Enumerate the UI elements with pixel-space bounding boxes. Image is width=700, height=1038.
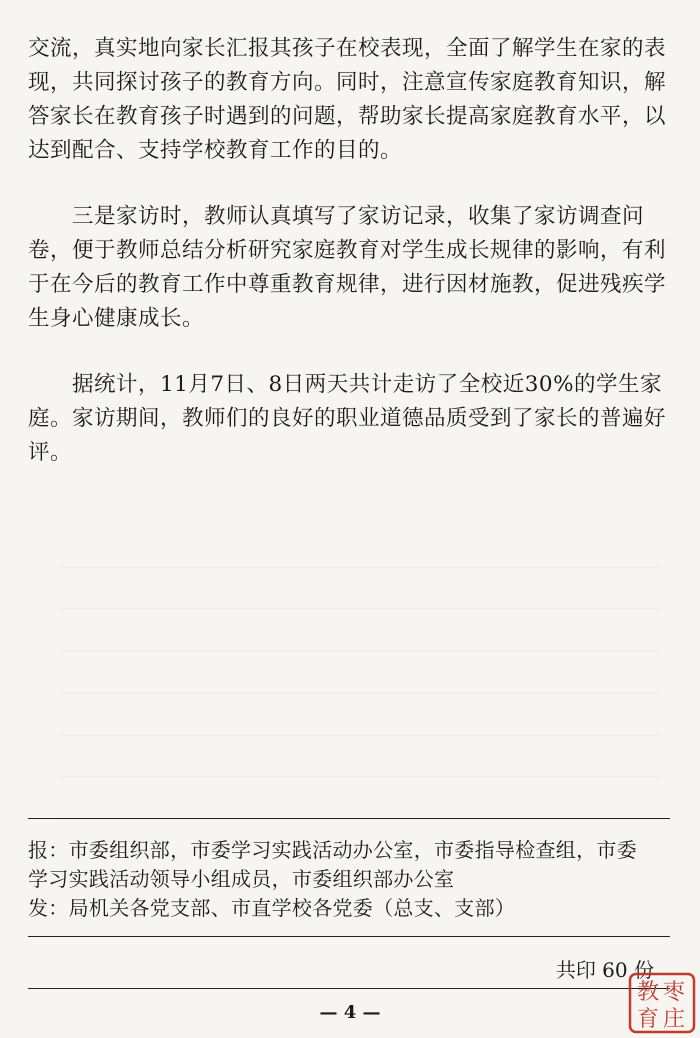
bleed-through-texture	[60, 560, 660, 820]
paragraph-2: 三是家访时，教师认真填写了家访记录，收集了家访调查问卷，便于教师总结分析研究家庭教育对学生成长规律的影响，有利于在今后的教育工作中尊重教育规律，进行因材施教，促进残疾学生身心健康成长。	[28, 204, 667, 331]
divider-top	[28, 818, 670, 819]
seal-stamp-icon	[628, 972, 696, 1034]
report-line-1: 报：市委组织部，市委学习实践活动办公室，市委指导检查组，市委	[28, 838, 637, 862]
stamp-char-1: 枣	[662, 980, 686, 1005]
stamp-char-3: 教	[636, 980, 660, 1005]
stamp-char-2: 庄	[662, 1007, 686, 1032]
stamp-char-4: 育	[636, 1007, 660, 1032]
report-line-2: 学习实践活动领导小组成员，市委组织部办公室	[28, 867, 455, 891]
paragraph-3: 据统计，11月7日、8日两天共计走访了全校近30%的学生家庭。家访期间，教师们的良好的职业道德品质受到了家长的普遍好评。	[28, 372, 667, 465]
distribution-block	[28, 836, 673, 923]
page-number: — 4 —	[319, 1002, 381, 1023]
divider-middle	[28, 936, 670, 937]
copies-count: 共印 60 份	[555, 958, 654, 982]
paragraph-1: 交流，真实地向家长汇报其孩子在校表现，全面了解学生在家的表现，共同探讨孩子的教育方向。同时，注意宣传家庭教育知识，解答家长在教育孩子时遇到的问题，帮助家长提高家庭教育水平，以达到配合、支持学校教育工作的目的。	[28, 36, 667, 163]
send-line: 发：局机关各党支部、市直学校各党委（总支、支部）	[28, 896, 516, 920]
divider-bottom	[28, 988, 670, 989]
